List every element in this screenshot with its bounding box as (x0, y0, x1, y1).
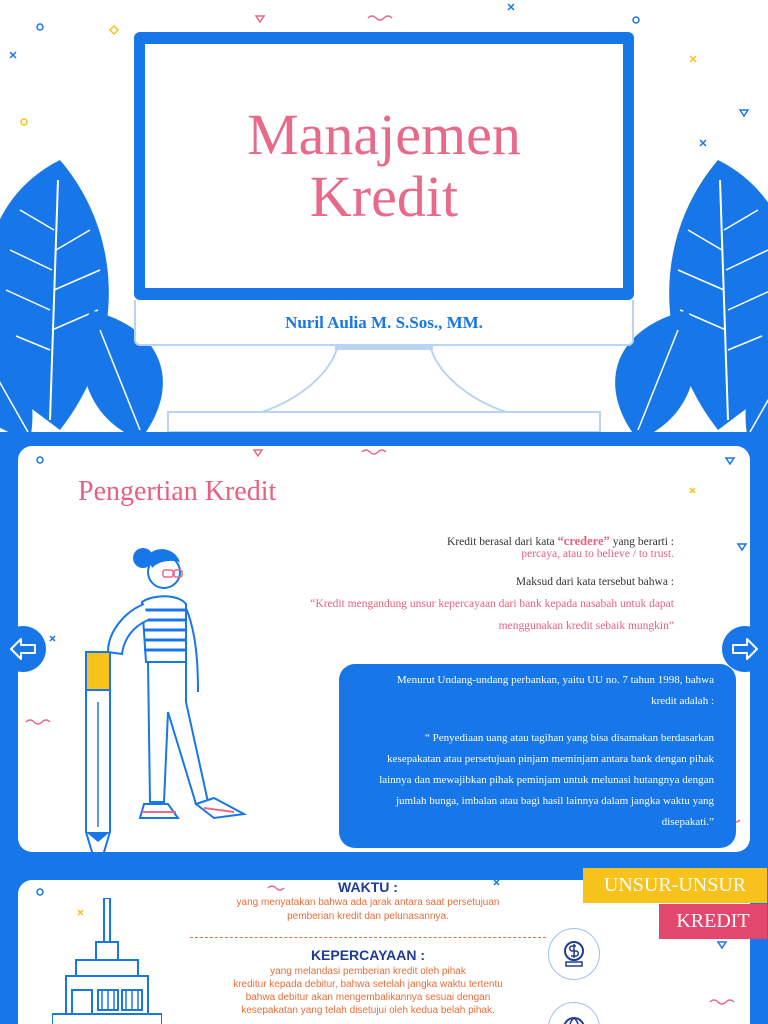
kepercayaan-line-4: kesepakatan yang telah disetujui oleh kedua belah pihak. (241, 1005, 495, 1016)
origin-suffix: yang berarti : (612, 536, 674, 548)
globe-icon (549, 1003, 599, 1024)
globe-icon-circle (548, 1002, 600, 1024)
meaning-text: percaya, atau to believe / to trust. (521, 548, 674, 560)
previous-slide-button[interactable] (0, 626, 46, 672)
kepercayaan-line-2: kreditur kepada debitur, bahwa setelah jangka waktu tertentu (233, 979, 503, 990)
dollar-coin-icon (549, 929, 599, 979)
arrow-left-icon (9, 637, 37, 661)
definition-card (18, 446, 750, 852)
kredit-badge: KREDIT (659, 904, 767, 939)
credere-keyword: “credere” (557, 534, 610, 548)
kepercayaan-heading: KEPERCAYAAN : (310, 947, 426, 963)
waktu-line-2: pemberian kredit dan pelunasannya. (287, 911, 449, 922)
coin-icon-circle (548, 928, 600, 980)
law-line-5: lainnya dan mewajibkan pihak peminjam untuk melunasi hutangnya dengan (379, 774, 714, 786)
origin-prefix: Kredit berasal dari kata (447, 536, 555, 548)
title-line-1: Manajemen (247, 102, 521, 167)
kepercayaan-line-3: bahwa debitur akan mengembalikannya sesuai dengan (245, 992, 491, 1003)
woman-with-pencil-illustration (68, 542, 248, 852)
section-title: Pengertian Kredit (78, 476, 277, 507)
law-definition-box (339, 664, 736, 848)
divider-dashed (190, 937, 546, 938)
title-line-2: Kredit (309, 164, 459, 229)
waktu-heading: WAKTU : (338, 879, 398, 895)
law-line-3: “ Penyediaan uang atau tagihan yang bisa disamakan berdasarkan (425, 732, 714, 744)
law-line-2: kredit adalah : (651, 695, 714, 707)
arrow-right-icon (731, 637, 759, 661)
law-line-7: disepakati.” (661, 816, 714, 828)
title-slide (0, 0, 768, 432)
elements-slide (0, 868, 768, 1024)
intent-quote-line-1: “Kredit mengandung unsur kepercayaan dari bank kepada nasabah untuk dapat (310, 598, 674, 610)
origin-sentence (447, 534, 674, 549)
building-illustration (52, 898, 162, 1024)
presentation-title (145, 104, 623, 228)
intent-quote-line-2: menggunakan kredit sebaik mungkin” (498, 620, 674, 632)
author-name: Nuril Aulia M. S.Sos., MM. (285, 313, 483, 332)
law-line-4: kesepakatan atau persetujuan pinjam meminjam antara bank dengan pihak (387, 753, 714, 765)
definition-slide (0, 432, 768, 868)
monitor-stand (0, 344, 768, 432)
law-line-1: Menurut Undang-undang perbankan, yaitu UU no. 7 tahun 1998, bahwa (396, 674, 714, 686)
unsur-badge: UNSUR-UNSUR (583, 868, 767, 903)
law-line-6: jumlah bunga, imbalan atau bagi hasil lainnya dalam jangka waktu yang (396, 795, 714, 807)
intent-label: Maksud dari kata tersebut bahwa : (515, 576, 674, 588)
next-slide-button[interactable] (722, 626, 768, 672)
waktu-line-1: yang menyatakan bahwa ada jarak antara saat persetujuan (236, 897, 500, 908)
kepercayaan-line-1: yang melandasi pemberian kredit oleh pihak (270, 966, 466, 977)
